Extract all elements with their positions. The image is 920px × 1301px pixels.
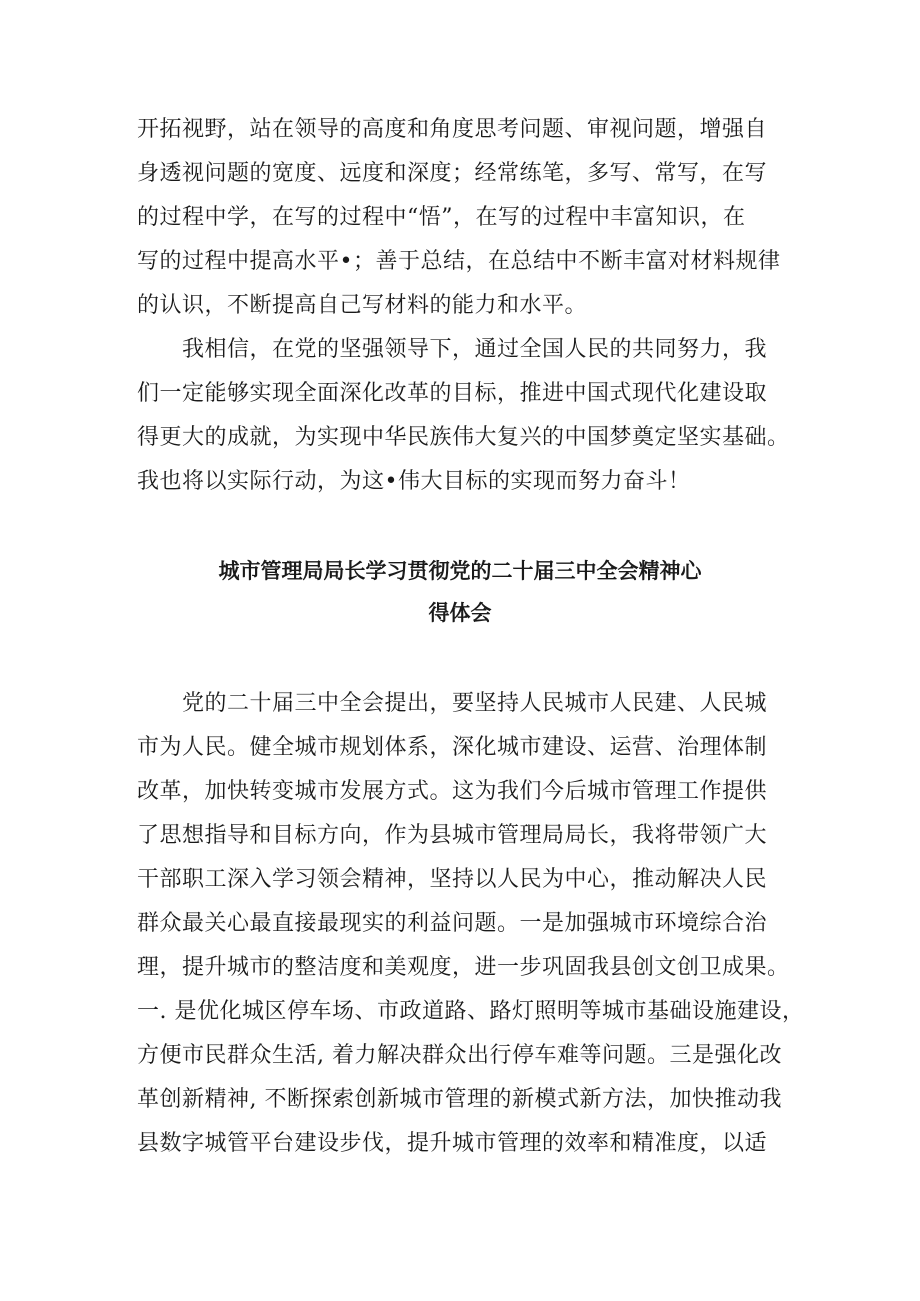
paragraph-line: 写的过程中提高水平•；善于总结，在总结中不断丰富对材料规律 (137, 249, 781, 274)
paragraph-line: 我也将以实际行动，为这•伟大目标的实现而努力奋斗！ (137, 469, 691, 494)
paragraph-line: 群众最关心最直接最现实的利益问题。一是加强城市环境综合治 (137, 911, 768, 936)
paragraph-line: 市为人民。健全城市规划体系，深化城市建设、运营、治理体制 (137, 735, 768, 760)
paragraph-line: 方便市民群众生活, 着力解决群众出行停车难等问题。三是强化改 (137, 1043, 782, 1068)
paragraph-line: 我相信，在党的坚强领导下，通过全国人民的共同努力，我 (137, 337, 768, 362)
paragraph-line: 的过程中学，在写的过程中“悟”，在写的过程中丰富知识，在 (137, 205, 746, 230)
paragraph-line: 革创新精神, 不断探索创新城市管理的新模式新方法，加快推动我 (137, 1087, 782, 1112)
paragraph-line: 的认识，不断提高自己写材料的能力和水平。 (137, 293, 588, 318)
paragraph-line: 县数字城管平台建设步伐，提升城市管理的效率和精准度，以适 (137, 1131, 768, 1156)
paragraph-line: 理，提升城市的整洁度和美观度，进一步巩固我县创文创卫成果。 (137, 955, 790, 980)
paragraph-line: 了思想指导和目标方向，作为县城市管理局局长，我将带领广大 (137, 823, 768, 848)
article-title-line-2: 得体会 (428, 601, 492, 625)
paragraph-line: 一. 是优化城区停车场、市政道路、路灯照明等城市基础设施建设， (137, 999, 805, 1024)
paragraph-line: 党的二十届三中全会提出，要坚持人民城市人民建、人民城 (137, 691, 768, 716)
paragraph-line: 身透视问题的宽度、远度和深度；经常练笔，多写、常写，在写 (137, 161, 768, 186)
article-title-line-1: 城市管理局局长学习贯彻党的二十届三中全会精神心 (218, 559, 702, 583)
paragraph-line: 干部职工深入学习领会精神，坚持以人民为中心，推动解决人民 (137, 867, 768, 892)
paragraph-line: 们一定能够实现全面深化改革的目标，推进中国式现代化建设取 (137, 381, 768, 406)
paragraph-line: 得更大的成就，为实现中华民族伟大复兴的中国梦奠定坚实基础。 (137, 425, 790, 450)
paragraph-line: 开拓视野，站在领导的高度和角度思考问题、审视问题，增强自 (137, 117, 768, 142)
paragraph-line: 改革，加快转变城市发展方式。这为我们今后城市管理工作提供 (137, 779, 768, 804)
